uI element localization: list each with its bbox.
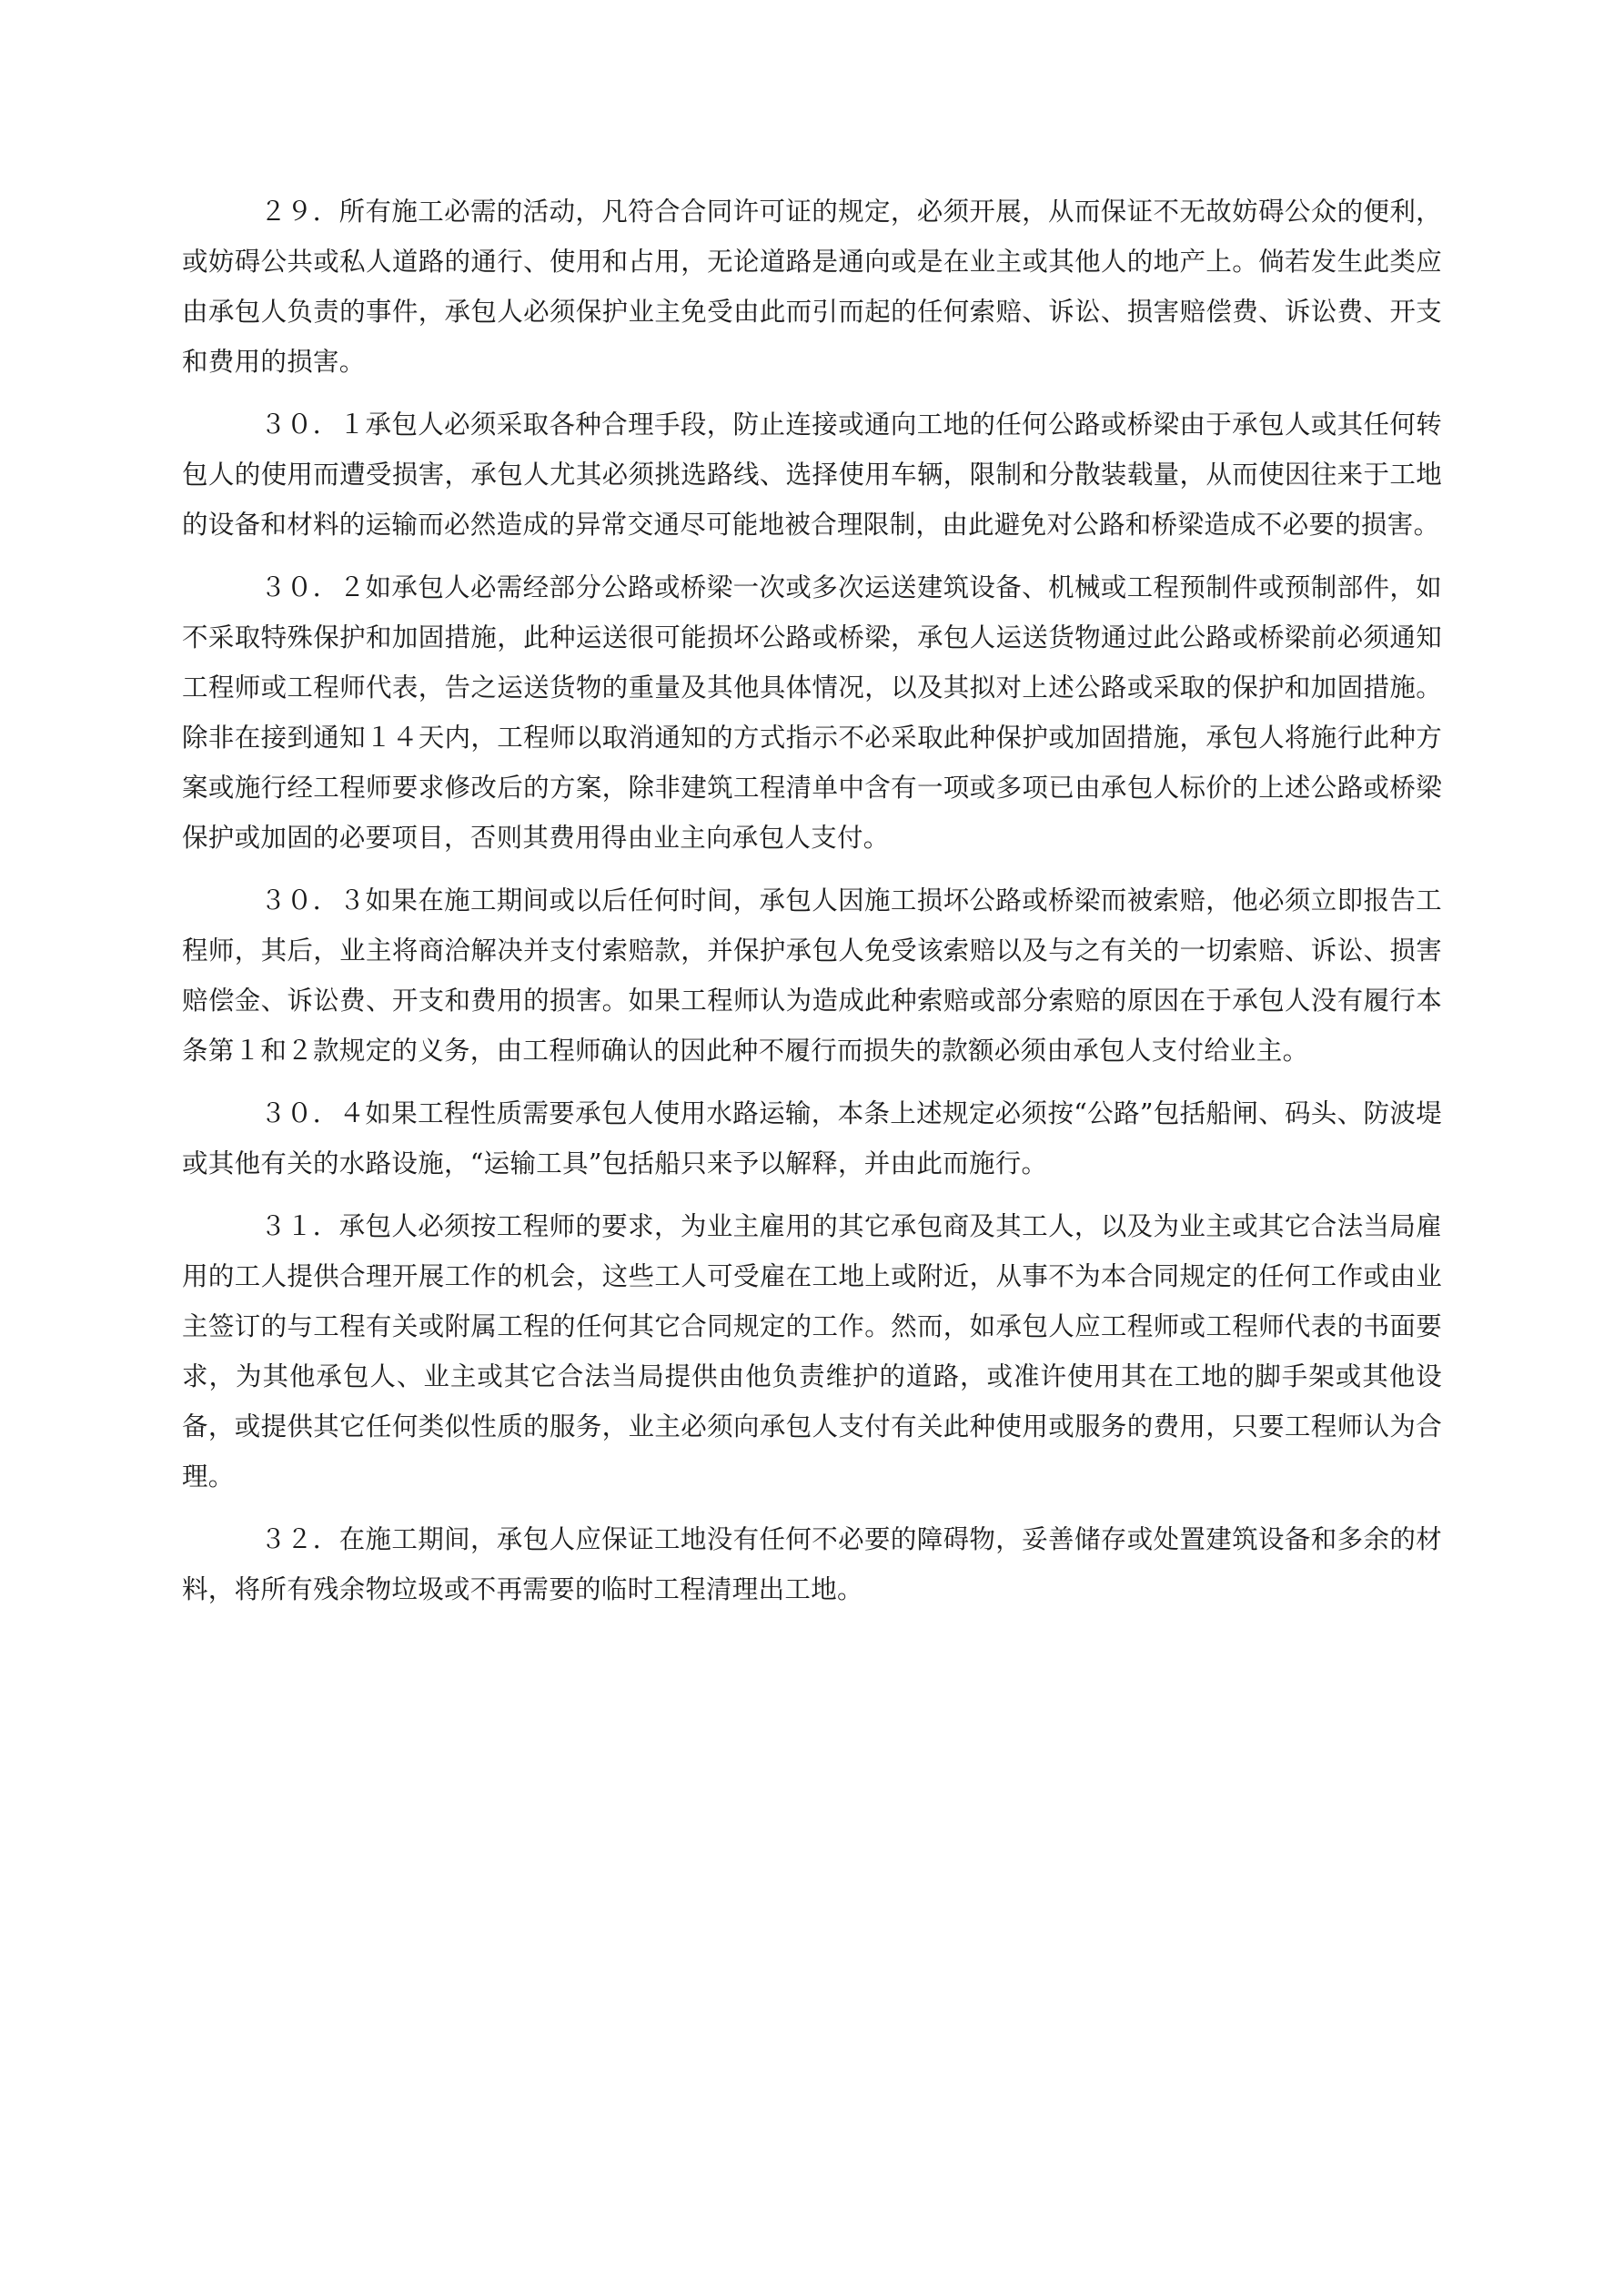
clause-30-3: ３０．３如果在施工期间或以后任何时间，承包人因施工损坏公路或桥梁而被索赔，他必须立即报告工程师，其后，业主将商洽解决并支付索赔款，并保护承包人免受该索赔以及与之有关的一切索赔、诉讼、损害赔偿金、诉讼费、开支和费用的损害。如果工程师认为造成此种索赔或部分索赔的原因在于承包人没有履行本条第１和２款规定的义务，由工程师确认的因此种不履行而损失的款额必须由承包人支付给业主。 bbox=[182, 885, 1442, 1066]
clause-30-1: ３０．１承包人必须采取各种合理手段，防止连接或通向工地的任何公路或桥梁由于承包人或其任何转包人的使用而遭受损害，承包人尤其必须挑选路线、选择使用车辆，限制和分散装载量，从而使因往来于工地的设备和材料的运输而必然造成的异常交通尽可能地被合理限制，由此避免对公路和桥梁造成不必要的损害。 bbox=[182, 410, 1442, 540]
clause-30-2: ３０．２如承包人必需经部分公路或桥梁一次或多次运送建筑设备、机械或工程预制件或预制部件，如不采取特殊保护和加固措施，此种运送很可能损坏公路或桥梁，承包人运送货物通过此公路或桥梁前必须通知工程师或工程师代表，告之运送货物的重量及其他具体情况，以及其拟对上述公路或采取的保护和加固措施。除非在接到通知１４天内，工程师以取消通知的方式指示不必采取此种保护或加固措施，承包人将施行此种方案或施行经工程师要求修改后的方案，除非建筑工程清单中含有一项或多项已由承包人标价的上述公路或桥梁保护或加固的必要项目，否则其费用得由业主向承包人支付。 bbox=[182, 572, 1442, 853]
clause-30-4: ３０．４如果工程性质需要承包人使用水路运输，本条上述规定必须按“公路”包括船闸、码头、防波堤或其他有关的水路设施，“运输工具”包括船只来予以解释，并由此而施行。 bbox=[182, 1098, 1442, 1178]
clause-32: ３２．在施工期间，承包人应保证工地没有任何不必要的障碍物，妥善储存或处置建筑设备和多余的材料，将所有残余物垃圾或不再需要的临时工程清理出工地。 bbox=[182, 1524, 1442, 1604]
document-body bbox=[182, 187, 1442, 1627]
clause-31: ３１．承包人必须按工程师的要求，为业主雇用的其它承包商及其工人，以及为业主或其它合法当局雇用的工人提供合理开展工作的机会，这些工人可受雇在工地上或附近，从事不为本合同规定的任何工作或由业主签订的与工程有关或附属工程的任何其它合同规定的工作。然而，如承包人应工程师或工程师代表的书面要求，为其他承包人、业主或其它合法当局提供由他负责维护的道路，或准许使用其在工地的脚手架或其他设备，或提供其它任何类似性质的服务，业主必须向承包人支付有关此种使用或服务的费用，只要工程师认为合理。 bbox=[182, 1211, 1442, 1492]
clause-29: ２９．所有施工必需的活动，凡符合合同许可证的规定，必须开展，从而保证不无故妨碍公众的便利，或妨碍公共或私人道路的通行、使用和占用，无论道路是通向或是在业主或其他人的地产上。倘若发生此类应由承包人负责的事件，承包人必须保护业主免受由此而引而起的任何索赔、诉讼、损害赔偿费、诉讼费、开支和费用的损害。 bbox=[182, 197, 1442, 377]
